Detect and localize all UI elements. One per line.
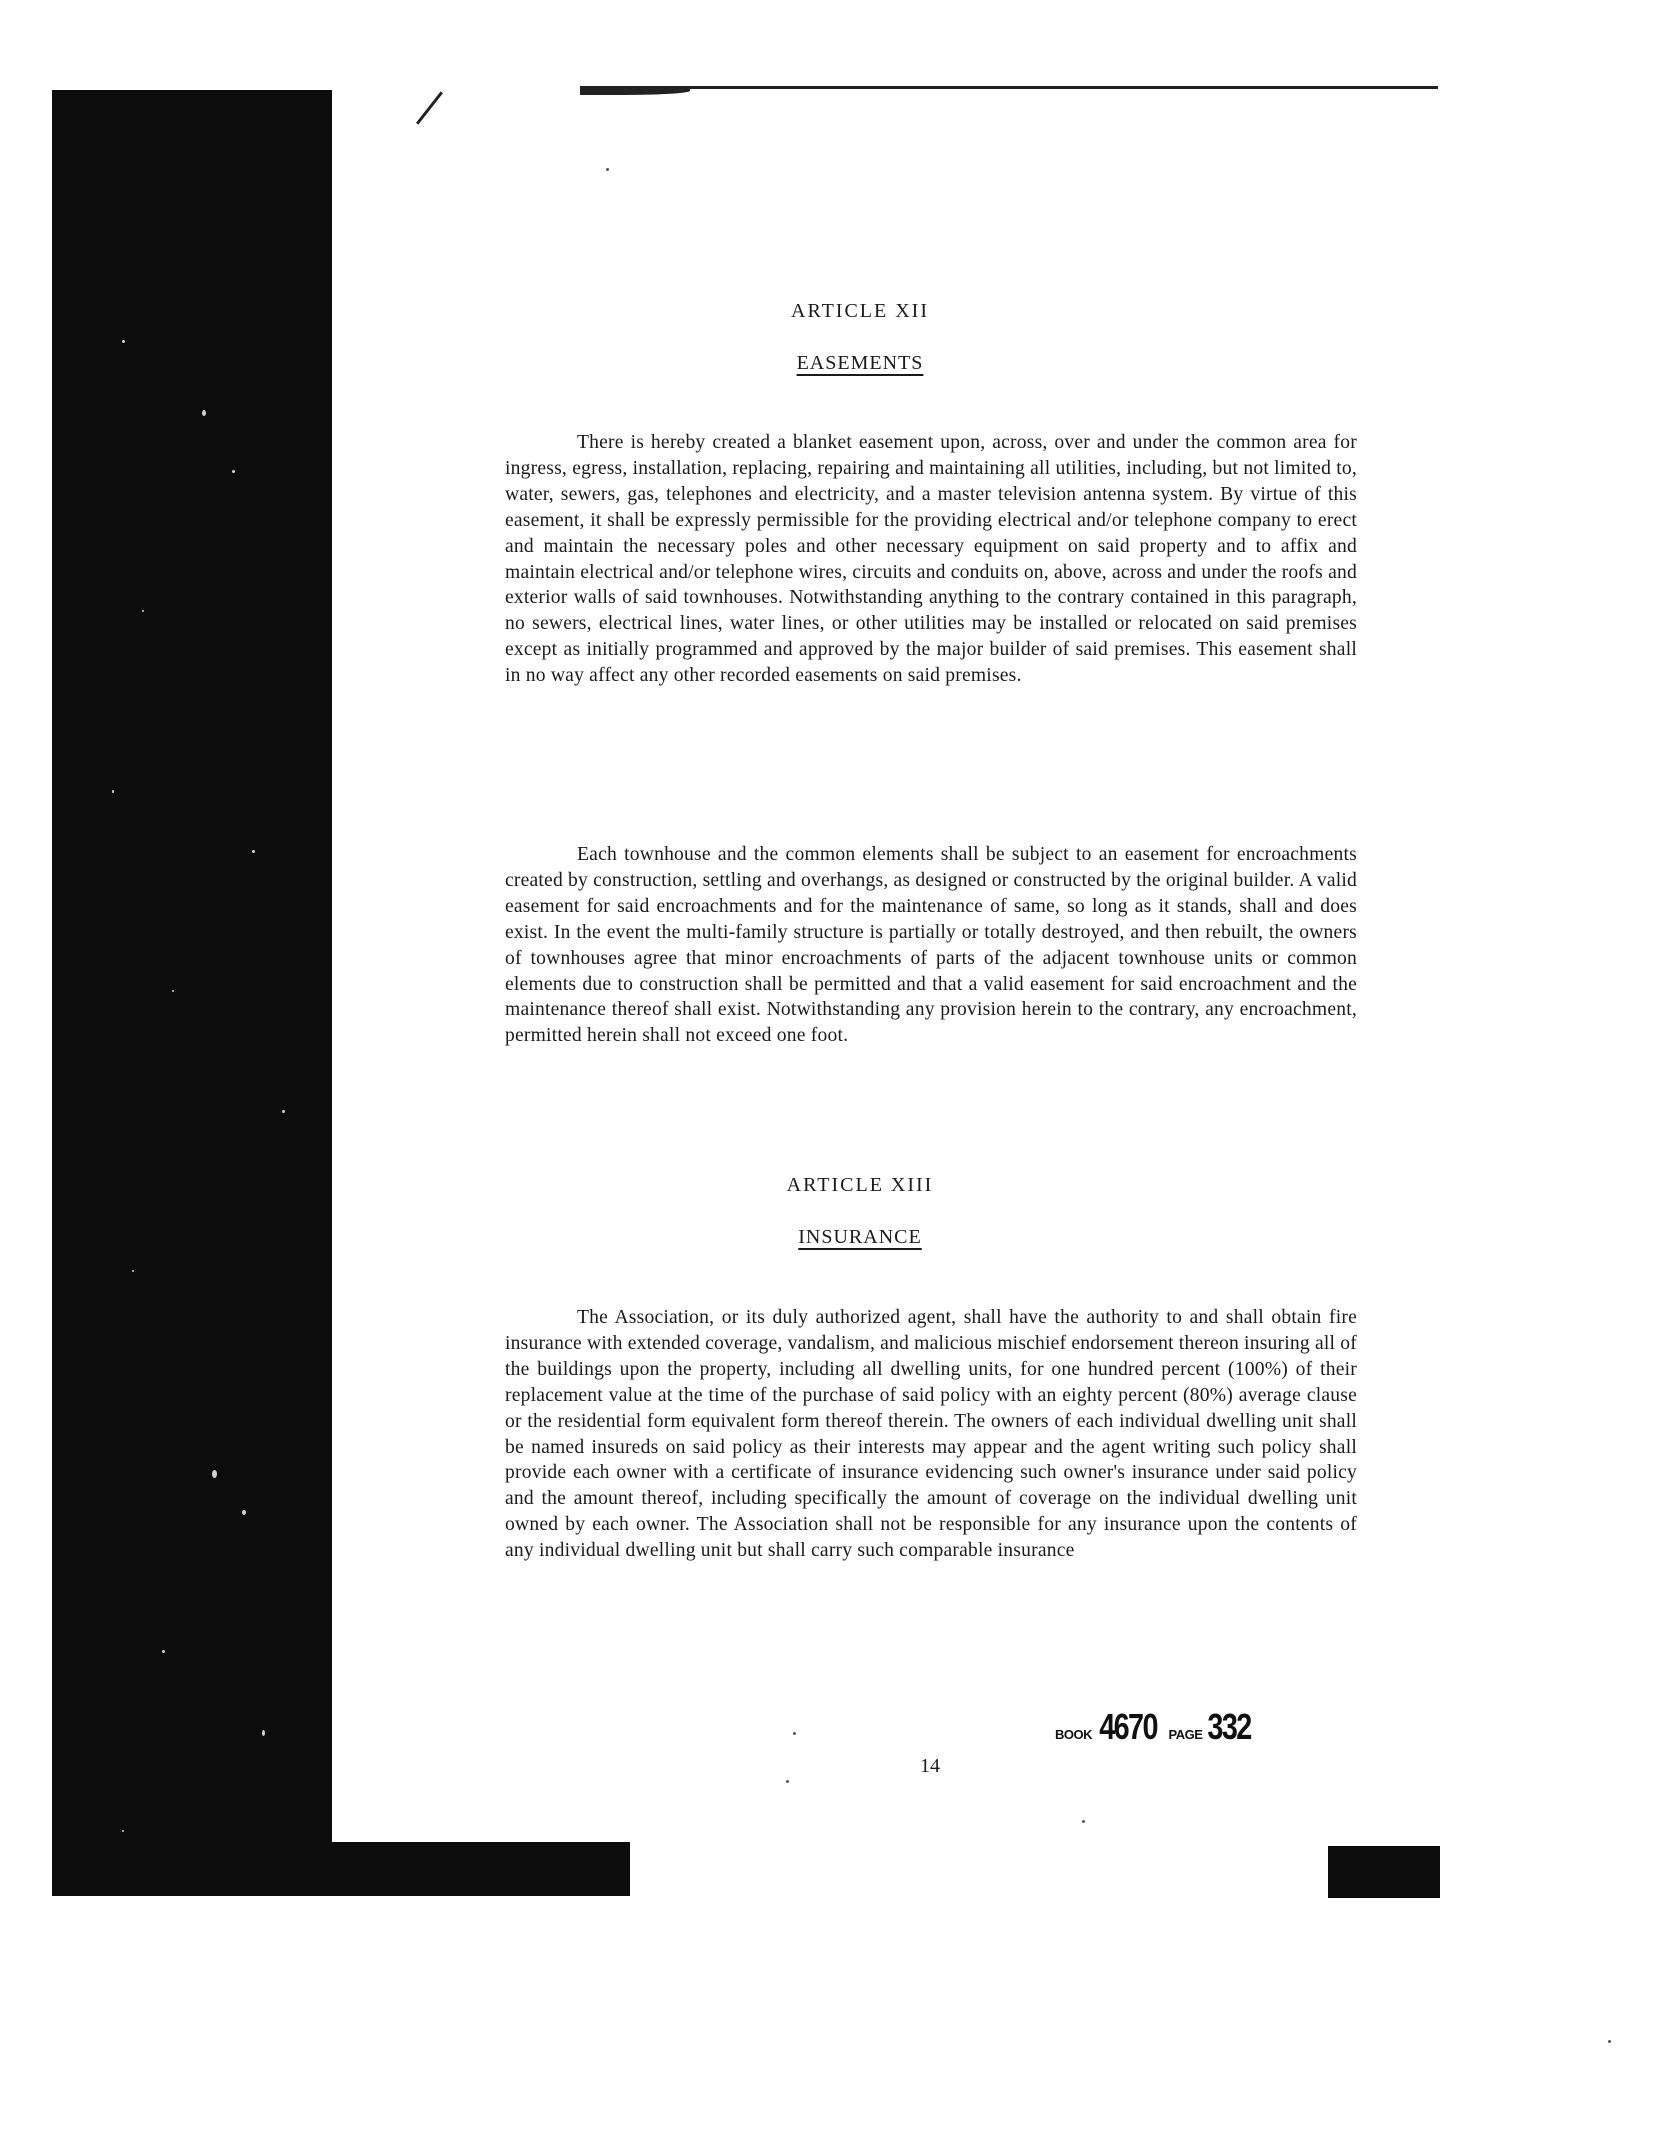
article-xii-heading: ARTICLE XII	[791, 300, 929, 322]
page-number: 14	[920, 1755, 940, 1777]
scan-dot	[786, 1780, 789, 1783]
scan-scratch-mark	[416, 91, 443, 124]
insurance-title-text: INSURANCE	[798, 1226, 922, 1248]
easements-title	[500, 352, 1220, 375]
book-number: 4670	[1099, 1706, 1157, 1747]
scan-top-rule-mark	[580, 88, 690, 95]
scan-dot	[1608, 2040, 1611, 2043]
scan-dot	[606, 168, 609, 171]
book-page-stamp	[1055, 1706, 1257, 1748]
scan-dark-corner	[1328, 1846, 1440, 1898]
page-reference: 332	[1207, 1706, 1252, 1747]
article-xiii-heading: ARTICLE XIII	[786, 1174, 934, 1196]
easements-title-text: EASEMENTS	[796, 352, 924, 374]
scan-dot	[793, 1732, 796, 1735]
book-label: BOOK	[1055, 1727, 1092, 1742]
scan-dot	[1082, 1820, 1085, 1823]
scan-dark-strip	[330, 1842, 630, 1896]
insurance-paragraph-1: The Association, or its duly authorized agent, shall have the authority to and shall obtain fire insurance with extended coverage, vandalism, and malicious mischief endorsement thereon insuring all of the buildings upon the property, including all dwelling units, for one hundred percent (100%) of their replacement value at the time of the purchase of said policy with an eighty percent (80%) average clause or the residential form equivalent form thereof therein. The owners of each individual dwelling unit shall be named insureds on said policy as their interests may appear and the agent writing such policy shall provide each owner with a certificate of insurance evidencing such owner's insurance under said policy and the amount thereof, including specifically the amount of coverage on the individual dwelling unit owned by each owner. The Association shall not be responsible for any insurance upon the contents of any individual dwelling unit but shall carry such comparable insurance	[505, 1307, 1357, 1562]
scan-top-rule	[580, 86, 1438, 89]
page-label: PAGE	[1168, 1727, 1203, 1742]
insurance-title	[500, 1226, 1220, 1249]
easements-paragraph-1: There is hereby created a blanket easement upon, across, over and under the common area for ingress, egress, installation, replacing, repairing and maintaining all utilities, including, but not limited to, water, sewers, gas, telephones and electricity, and a master television antenna system. By virtue of this easement, it shall be expressly permissible for the providing electrical and/or telephone company to erect and maintain the necessary poles and other necessary equipment on said property and to affix and maintain electrical and/or telephone wires, circuits and conduits on, above, across and under the roofs and exterior walls of said townhouses. Notwithstanding anything to the contrary contained in this paragraph, no sewers, electrical lines, water lines, or other utilities may be installed or relocated on said premises except as initially programmed and approved by the major builder of said premises. This easement shall in no way affect any other recorded easements on said premises.	[505, 432, 1357, 687]
easements-paragraph-2: Each townhouse and the common elements shall be subject to an easement for encroachments created by construction, settling and overhangs, as designed or constructed by the original builder. A valid easement for said encroachments and for the maintenance of same, so long as it stands, shall and does exist. In the event the multi-family structure is partially or totally destroyed, and then rebuilt, the owners of townhouses agree that minor encroachments of parts of the adjacent townhouse units or common elements due to construction shall be permitted and that a valid easement for said encroachment and the maintenance thereof shall exist. Notwithstanding any provision herein to the contrary, any encroachment, permitted herein shall not exceed one foot.	[505, 844, 1357, 1047]
scan-dark-edge	[52, 90, 332, 1896]
